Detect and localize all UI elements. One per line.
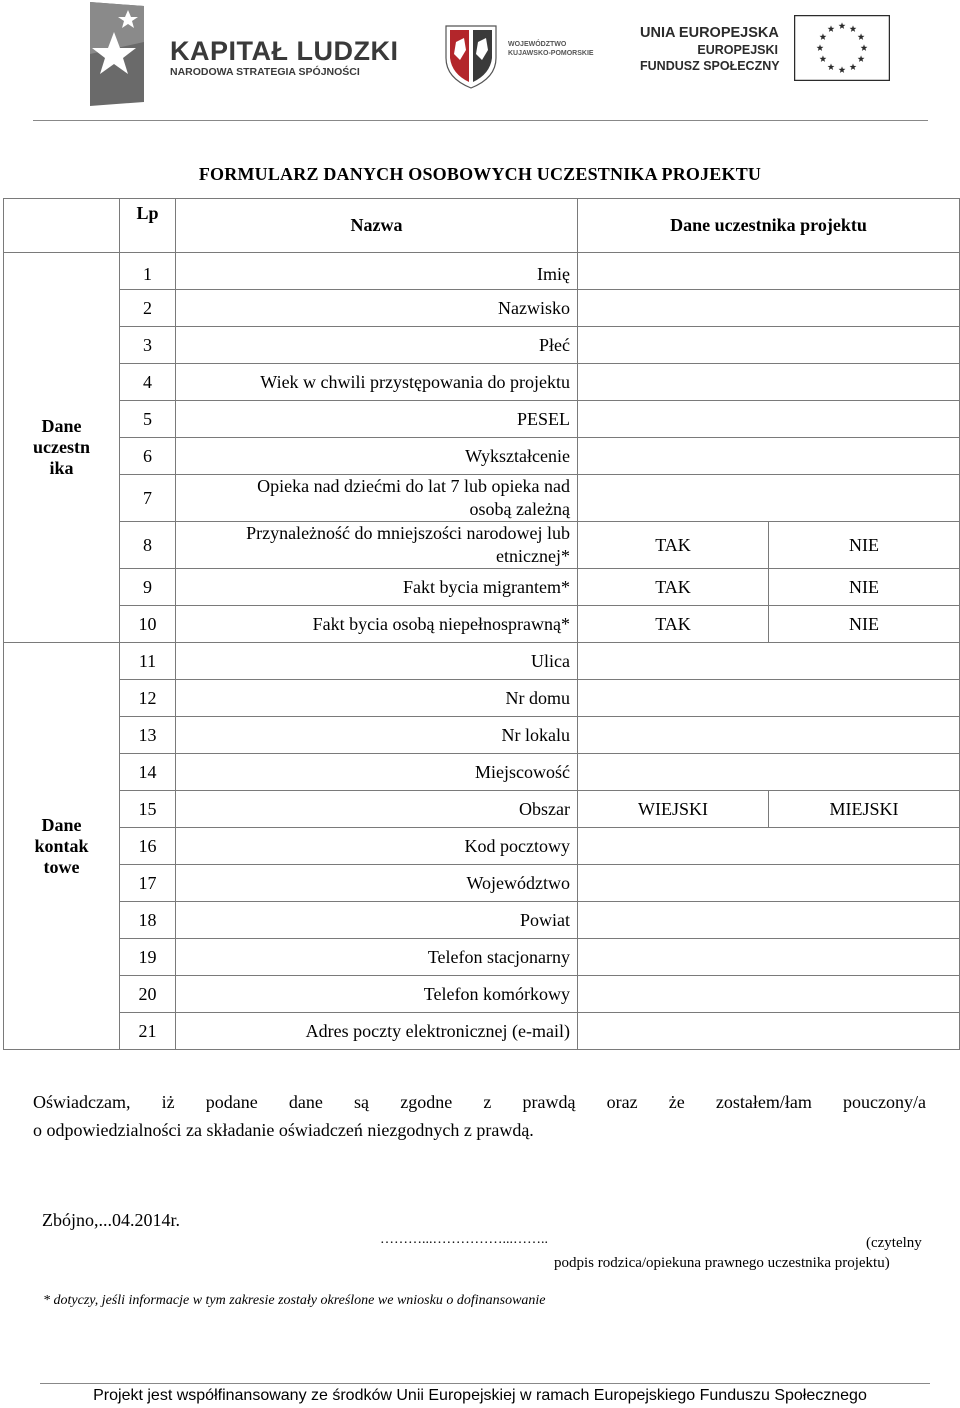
row-label [176,475,578,522]
category-contact-data [4,643,120,1050]
row-label: Ulica [176,643,578,680]
row-number: 18 [120,902,176,939]
table-row [4,643,960,680]
table-row [4,364,960,401]
table-row [4,902,960,939]
participant-value-field[interactable] [578,290,960,327]
row-label: Nr lokalu [176,717,578,754]
row-number: 1 [120,253,176,290]
table-row [4,865,960,902]
row-number: 13 [120,717,176,754]
region-name-line2: KUJAWSKO-POMORSKIE [508,50,594,57]
table-row [4,1013,960,1050]
declaration-text [33,1088,926,1144]
row-number: 16 [120,828,176,865]
category-label-line: kontak [34,835,89,856]
option-nie: NIE [769,606,960,643]
category-label-line: towe [43,856,80,877]
row-number: 19 [120,939,176,976]
row-number: 20 [120,976,176,1013]
row-label-line: Przynależność do mniejszości narodowej lub [246,523,570,543]
row-label: Adres poczty elektronicznej (e-mail) [176,1013,578,1050]
table-row [4,475,960,522]
row-number: 15 [120,791,176,828]
participant-value-field[interactable] [578,939,960,976]
table-row [4,606,960,643]
kapital-ludzki-subtitle: NARODOWA STRATEGIA SPÓJNOŚCI [170,66,360,78]
eu-flag-icon [794,15,890,81]
row-number: 14 [120,754,176,791]
table-row [4,290,960,327]
participant-value-field[interactable] [578,828,960,865]
column-header-data: Dane uczestnika projektu [578,199,960,253]
header-blank-cell [4,199,120,253]
table-row [4,401,960,438]
category-label-line: ika [49,458,74,478]
row-number: 9 [120,569,176,606]
form-title: FORMULARZ DANYCH OSOBOWYCH UCZESTNIKA PROJEKTU [198,164,762,184]
row-label-line: etnicznej* [496,546,570,566]
participant-value-field[interactable] [578,717,960,754]
row-label-line: Opieka nad dziećmi do lat 7 lub opieka nad [257,476,570,496]
footnote: * dotyczy, jeśli informacje w tym zakresie zostały określone we wniosku o dofinansowanie [43,1293,546,1308]
table-header-row [4,199,960,253]
row-label: Obszar [176,791,578,828]
table-row [4,327,960,364]
participant-value-field[interactable] [578,475,960,522]
row-label: Fakt bycia migrantem* [176,569,578,606]
column-header-name: Nazwa [176,199,578,253]
participant-value-field[interactable] [578,401,960,438]
category-label-line: Dane [41,416,82,436]
option-nie: NIE [769,569,960,606]
option-tak: TAK [578,606,769,643]
kapital-ludzki-title: KAPITAŁ LUDZKI [170,36,399,66]
header-divider [33,120,928,121]
row-number: 6 [120,438,176,475]
table-row [4,791,960,828]
row-label: Telefon stacjonarny [176,939,578,976]
row-label: Nr domu [176,680,578,717]
table-row [4,253,960,290]
table-row [4,976,960,1013]
option-tak: TAK [578,569,769,606]
row-label [176,522,578,569]
participant-value-field[interactable] [578,976,960,1013]
signature-line: ………...……………...…….. [380,1232,548,1247]
table-row [4,438,960,475]
row-label-line: osobą zależną [469,499,570,519]
logo-bar [0,0,960,120]
participant-value-field[interactable] [578,438,960,475]
participant-value-field[interactable] [578,364,960,401]
row-number: 10 [120,606,176,643]
row-number: 21 [120,1013,176,1050]
table-row [4,522,960,569]
row-label: Nazwisko [176,290,578,327]
participant-value-field[interactable] [578,902,960,939]
row-label: Kod pocztowy [176,828,578,865]
participant-data-table [3,198,960,1050]
table-row [4,717,960,754]
participant-value-field[interactable] [578,680,960,717]
participant-value-field[interactable] [578,643,960,680]
row-number: 7 [120,475,176,522]
row-number: 12 [120,680,176,717]
participant-value-field[interactable] [578,327,960,364]
participant-value-field[interactable] [578,1013,960,1050]
category-label-line: uczestn [33,437,90,457]
option-tak: TAK [578,522,769,569]
option-miejski: MIEJSKI [769,791,960,828]
table-row [4,680,960,717]
eu-logo-line2: EUROPEJSKI [697,43,778,57]
footer-divider [40,1383,930,1384]
row-label: Imię [176,253,578,290]
row-label: PESEL [176,401,578,438]
table-row [4,754,960,791]
row-label: Wiek w chwili przystępowania do projektu [176,364,578,401]
participant-value-field[interactable] [578,253,960,290]
category-participant-data [4,253,120,643]
row-label: Wykształcenie [176,438,578,475]
row-label: Telefon komórkowy [176,976,578,1013]
row-label: Płeć [176,327,578,364]
region-name-line1: WOJEWÓDZTWO [508,41,567,48]
table-body [4,253,960,1050]
declaration-line-2: o odpowiedzialności za składanie oświadczeń niezgodnych z prawdą. [33,1120,534,1140]
place-date: Zbójno,...04.2014r. [42,1210,180,1230]
footer-text: Projekt jest współfinansowany ze środków Unii Europejskiej w ramach Europejskiego Funduszu Społecznego [93,1387,867,1404]
eu-logo-line1: UNIA EUROPEJSKA [640,25,779,41]
kapital-ludzki-logo-icon [84,2,150,107]
column-header-lp: Lp [120,199,176,253]
row-number: 11 [120,643,176,680]
row-number: 4 [120,364,176,401]
row-label: Powiat [176,902,578,939]
participant-value-field[interactable] [578,754,960,791]
row-number: 17 [120,865,176,902]
option-nie: NIE [769,522,960,569]
category-label-line: Dane [41,814,82,835]
option-wiejski: WIEJSKI [578,791,769,828]
table-row [4,828,960,865]
row-number: 3 [120,327,176,364]
participant-value-field[interactable] [578,865,960,902]
region-crest-icon [442,20,500,90]
table-row [4,569,960,606]
eu-logo-line3: FUNDUSZ SPOŁECZNY [640,59,780,73]
row-number: 2 [120,290,176,327]
row-label: Miejscowość [176,754,578,791]
row-label: Fakt bycia osobą niepełnosprawną* [176,606,578,643]
declaration-line-1: Oświadczam, iż podane dane są zgodne z prawdą oraz że zostałem/łam pouczony/a [33,1092,926,1112]
row-number: 8 [120,522,176,569]
table-row [4,939,960,976]
row-number: 5 [120,401,176,438]
row-label: Województwo [176,865,578,902]
signature-label-2: podpis rodzica/opiekuna prawnego uczestnika projektu) [554,1255,890,1271]
signature-label-1: (czytelny [866,1235,922,1251]
